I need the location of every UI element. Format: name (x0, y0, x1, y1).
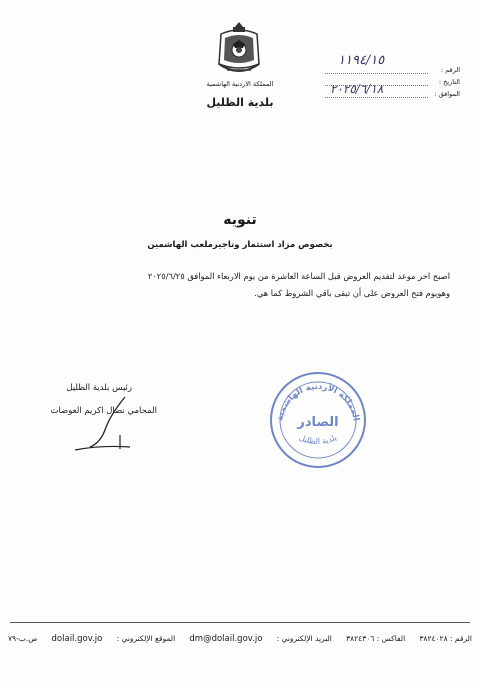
signature-name: المحامي نضال اكريم العوضات (50, 406, 157, 416)
notice-body-line: وهويوم فتح العروض على أن تبقى باقي الشروط كما هي. (254, 288, 450, 298)
date-label: التاريخ : (438, 78, 460, 86)
notice-subject: بخصوص مزاد استثمار وتاجيرملعب الهاشمين (147, 240, 333, 250)
notice-body-line: اصبح اخر موعد لتقديم العروض قبل الساعة العاشرة من يوم الاربعاء الموافق ٢٠٢٥/٦/٢٥ (147, 271, 450, 281)
footer-po-box: ص.ب-٧٩ (8, 634, 38, 643)
reference-date-handwritten: ٢٠٢٥/٦/١٨ (330, 82, 384, 96)
footer-fax: الفاكس : ٣٨٢٤٣٠٦ (346, 634, 406, 643)
footer (8, 634, 472, 644)
municipality-name: بلدية الظليل (206, 96, 274, 109)
corresponding-label: الموافق : (434, 90, 460, 98)
footer-website-label: الموقع الإلكتروني : (116, 634, 176, 643)
footer-email[interactable]: dm@dolail.gov.jo (189, 634, 263, 644)
kingdom-name: المملكة الاردنية الهاشمية (206, 80, 274, 88)
jordan-coat-of-arms-icon (213, 20, 265, 78)
official-stamp-icon (268, 370, 368, 470)
svg-text:بلدية الظليل: بلدية الظليل (297, 432, 339, 447)
signature-title: رئيس بلدية الظليل (66, 383, 132, 393)
reference-number-handwritten: ١١٩٤/١٥ (338, 53, 385, 68)
svg-text:الصادر: الصادر (297, 415, 339, 430)
notice-title: تنويه (223, 212, 257, 228)
handwritten-signature-icon (70, 395, 140, 455)
footer-website[interactable]: dolail.gov.jo (51, 634, 103, 644)
svg-text:المملكة الأردنية الهاشمية: المملكة الأردنية الهاشمية (275, 381, 361, 422)
footer-divider (10, 622, 470, 623)
number-label: الرقم : (440, 66, 460, 74)
footer-phone: الرقم : ٣٨٢٤٠٢٨ (419, 634, 472, 643)
footer-email-label: البريد الإلكتروني : (276, 634, 332, 643)
notice-body (30, 268, 450, 302)
